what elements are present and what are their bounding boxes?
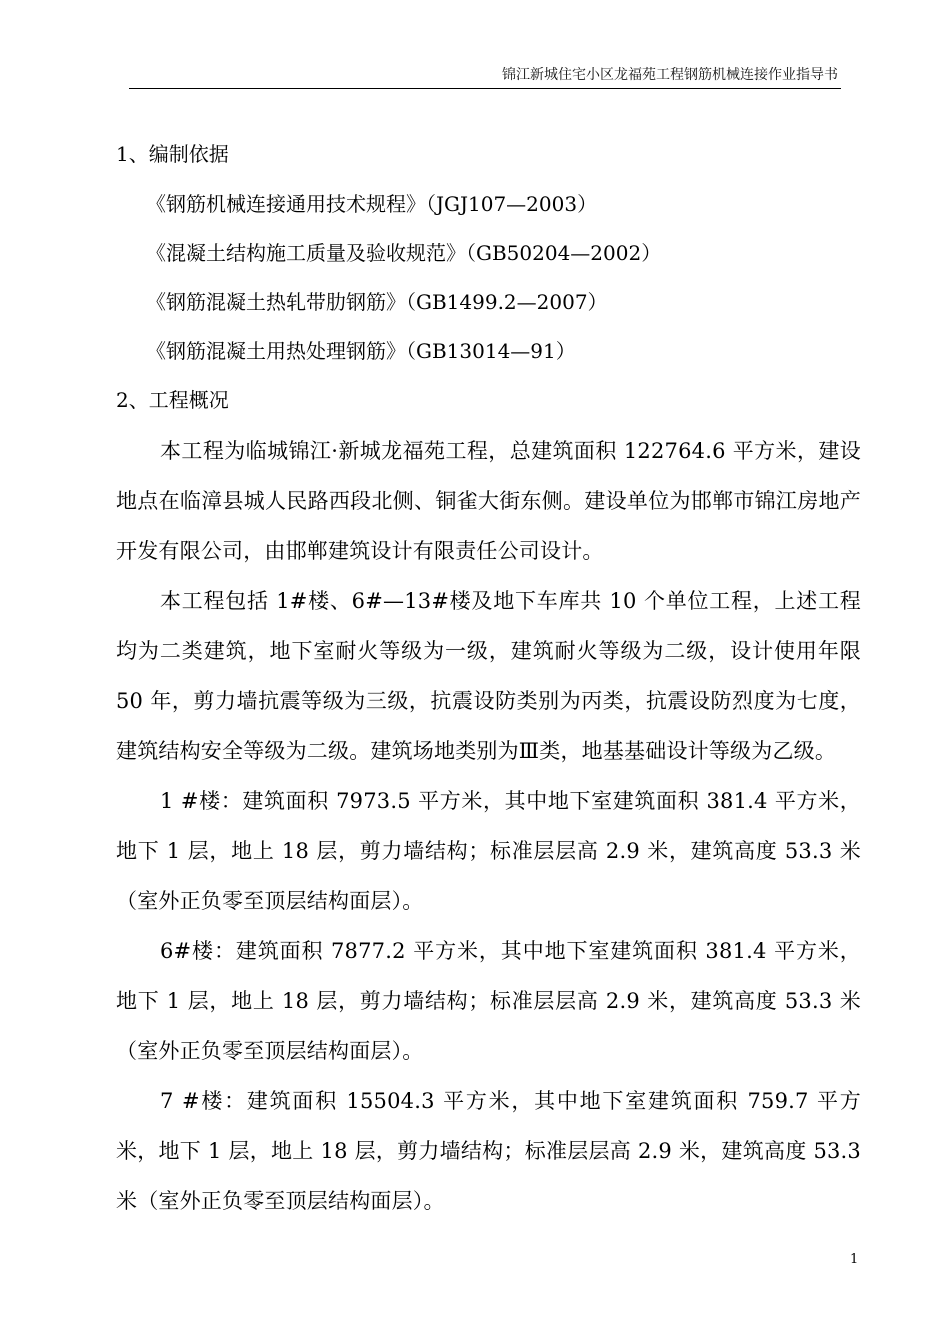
- header-divider: [129, 88, 841, 89]
- section-heading-overview: 2、工程概况: [116, 388, 229, 412]
- overview-paragraph: 本工程为临城锦江·新城龙福苑工程，总建筑面积 122764.6 平方米，建设地点在临漳县城人民路西段北侧、铜雀大街东侧。建设单位为邯郸市锦江房地产开发有限公司，由邯郸建筑设计有限责任公司设计。: [116, 439, 861, 563]
- building-1-paragraph: 1 #楼：建筑面积 7973.5 平方米，其中地下室建筑面积 381.4 平方米，地下 1 层，地上 18 层，剪力墙结构；标准层层高 2.9 米，建筑高度 53.3 米（室外正负零至顶层结构面层）。: [116, 789, 861, 913]
- overview-paragraph: 本工程包括 1#楼、6#—13#楼及地下车库共 10 个单位工程，上述工程均为二类建筑，地下室耐火等级为一级，建筑耐火等级为二级，设计使用年限 50 年，剪力墙抗震等级为三级，抗震设防类别为丙类，抗震设防烈度为七度，建筑结构安全等级为二级。建筑场地类别为Ⅲ类，地基基础设计等级为乙级。: [116, 589, 861, 763]
- page-number: 1: [850, 1252, 859, 1267]
- building-6-paragraph: 6#楼：建筑面积 7877.2 平方米，其中地下室建筑面积 381.4 平方米，地下 1 层，地上 18 层，剪力墙结构；标准层层高 2.9 米，建筑高度 53.3 米（室外正负零至顶层结构面层）。: [116, 939, 861, 1063]
- running-header-title: 锦江新城住宅小区龙福苑工程钢筋机械连接作业指导书: [502, 67, 838, 83]
- building-7-paragraph: 7 #楼：建筑面积 15504.3 平方米，其中地下室建筑面积 759.7 平方米，地下 1 层，地上 18 层，剪力墙结构；标准层层高 2.9 米，建筑高度 53.3 米（室外正负零至顶层结构面层）。: [116, 1089, 861, 1213]
- reference-item: 《钢筋混凝土用热处理钢筋》（GB13014—91）: [146, 339, 576, 363]
- document-body: [116, 140, 861, 1226]
- section-heading-basis: 1、编制依据: [116, 142, 229, 166]
- reference-item: 《钢筋混凝土热轧带肋钢筋》（GB1499.2—2007）: [146, 290, 608, 314]
- reference-item: 《混凝土结构施工质量及验收规范》（GB50204—2002）: [146, 241, 662, 265]
- reference-item: 《钢筋机械连接通用技术规程》（JGJ107—2003）: [146, 192, 598, 216]
